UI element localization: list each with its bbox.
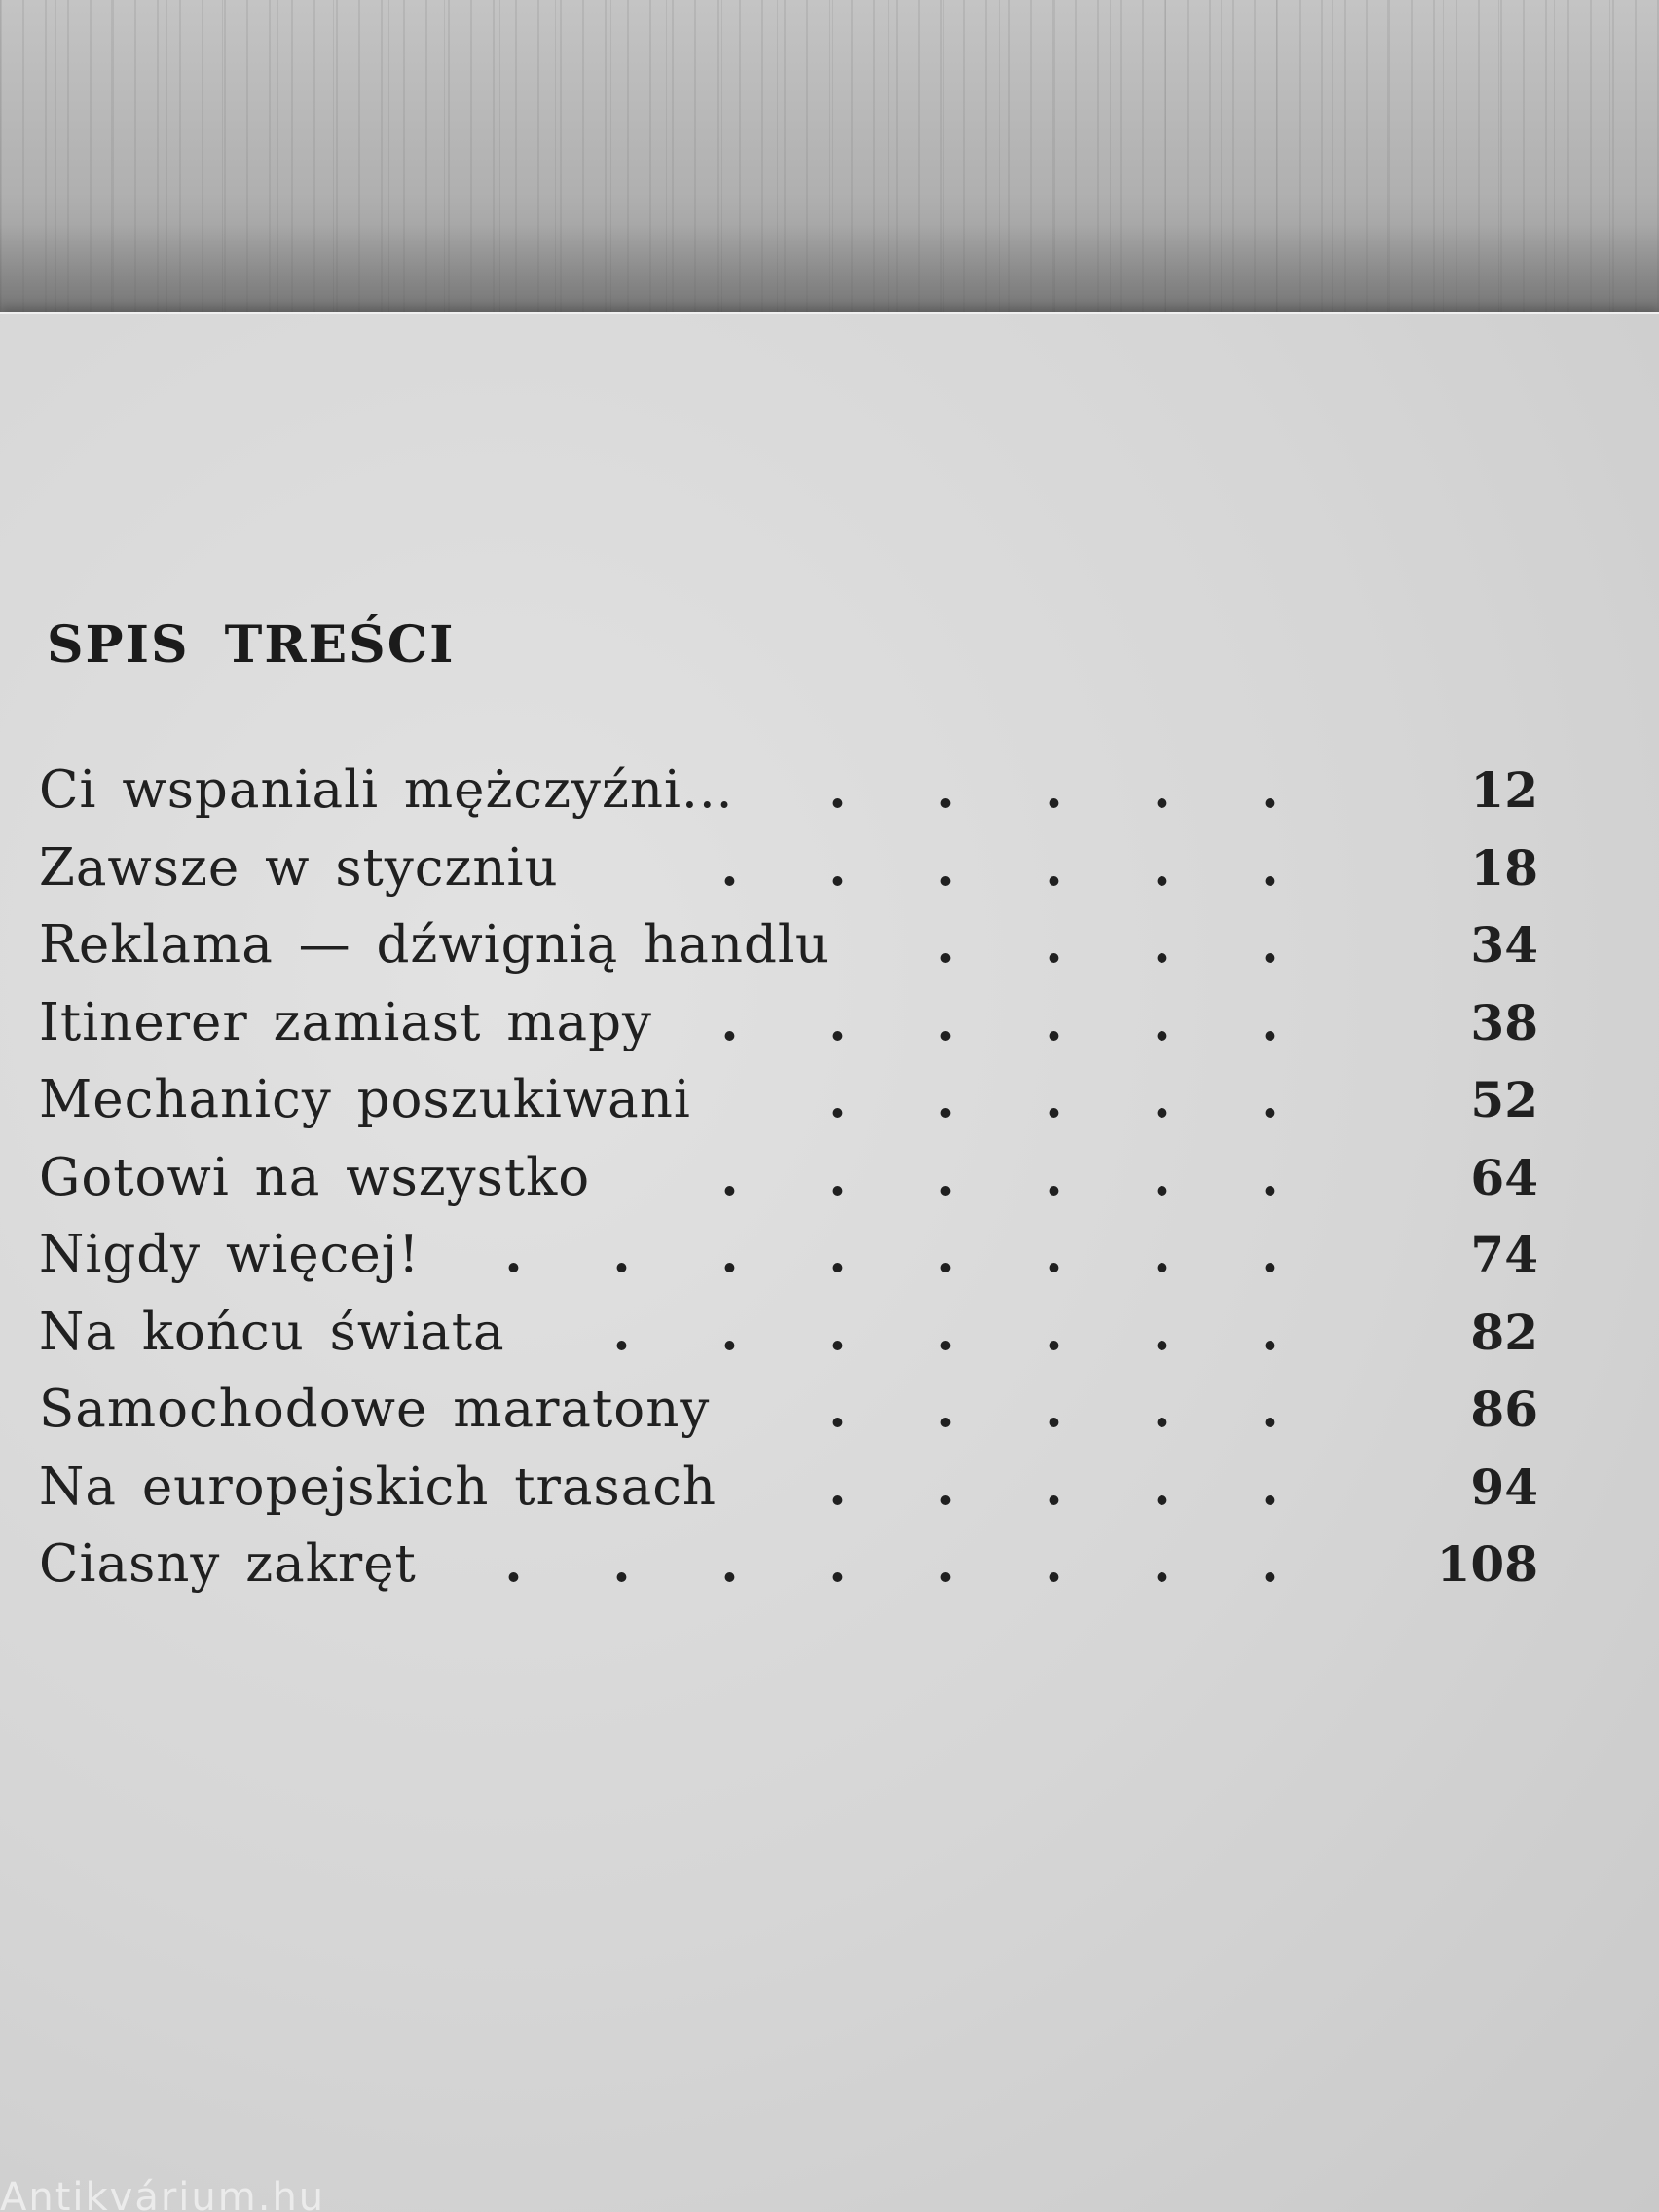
leader-dot: . (1261, 1456, 1279, 1517)
toc-entry-title: Na końcu świata (39, 1302, 505, 1362)
leader-dot: . (720, 836, 739, 898)
leader-dot: . (937, 1224, 955, 1284)
toc-entry-page-number: 74 (1470, 1226, 1538, 1283)
toc-entry-page-number: 34 (1470, 916, 1538, 974)
toc-entry (39, 1069, 1538, 1147)
toc-dot-leader (430, 1533, 1402, 1594)
leader-dot: . (720, 1533, 739, 1594)
toc-entry-title: Samochodowe maratony (39, 1380, 711, 1439)
toc-dot-leader (705, 1069, 1402, 1129)
leader-dot: . (1045, 1301, 1063, 1362)
leader-dot: . (1153, 1146, 1171, 1207)
toc-entry-title: Nigdy więcej! (39, 1225, 421, 1284)
leader-dot: . (829, 1456, 847, 1517)
leader-dot: . (720, 1146, 739, 1207)
leader-dot: . (1045, 1069, 1063, 1129)
leader-dot: . (1045, 836, 1063, 898)
leader-dot: . (1153, 1069, 1171, 1129)
leader-dot: . (937, 1533, 955, 1594)
page-edge (0, 312, 1659, 314)
leader-dot: . (1153, 1224, 1171, 1284)
toc-dot-leader (666, 992, 1402, 1052)
leader-dot: . (829, 836, 847, 898)
toc-entry-title: Itinerer zamiast mapy (39, 992, 652, 1052)
toc-entry-title: Ci wspaniali mężczyźni... (39, 760, 734, 820)
toc-entry-title: Mechanicy poszukiwani (39, 1070, 691, 1129)
leader-dot: . (937, 991, 955, 1052)
toc-entry (39, 1456, 1538, 1534)
toc-dot-leader (748, 759, 1402, 820)
leader-dot: . (1045, 1224, 1063, 1284)
leader-dot: . (1045, 1533, 1063, 1594)
leader-dot: . (1261, 914, 1279, 975)
toc-title: SPIS TREŚCI (47, 615, 456, 675)
toc-entry-title: Gotowi na wszystko (39, 1147, 591, 1207)
leader-dot: . (1153, 836, 1171, 898)
leader-dot: . (612, 1533, 631, 1594)
leader-dot: . (937, 1301, 955, 1362)
toc-dot-leader (730, 1456, 1402, 1517)
leader-dot: . (829, 1301, 847, 1362)
leader-dot: . (1153, 759, 1171, 820)
page-shadow (0, 224, 1659, 321)
leader-dot: . (1153, 1301, 1171, 1362)
leader-dot: . (1045, 1456, 1063, 1517)
leader-dot: . (829, 1224, 847, 1284)
leader-dot: . (937, 1379, 955, 1439)
toc-entry-title: Na europejskich trasach (39, 1456, 718, 1517)
leader-dot: . (1153, 1533, 1171, 1594)
toc-entry-page-number: 52 (1470, 1071, 1538, 1128)
toc-entry-page-number: 18 (1470, 838, 1538, 897)
toc-entry-page-number: 38 (1470, 993, 1538, 1051)
toc-entry (39, 1302, 1538, 1380)
leader-dot: . (1153, 914, 1171, 975)
toc-dot-leader (519, 1302, 1402, 1362)
toc-entry (39, 1224, 1538, 1302)
leader-dot: . (829, 1146, 847, 1207)
leader-dot: . (612, 1301, 631, 1362)
leader-dot: . (1045, 1379, 1063, 1439)
toc-dot-leader (572, 837, 1402, 898)
toc-entry-page-number: 12 (1470, 761, 1538, 819)
leader-dot: . (1261, 1301, 1279, 1362)
leader-dot: . (1045, 759, 1063, 820)
leader-dot: . (1153, 1379, 1171, 1439)
toc-entry-title: Zawsze w styczniu (39, 837, 559, 898)
toc-dot-leader (723, 1379, 1402, 1439)
leader-dot: . (1261, 759, 1279, 820)
leader-dot: . (937, 914, 955, 975)
leader-dot: . (1153, 991, 1171, 1052)
leader-dot: . (829, 991, 847, 1052)
leader-dot: . (1261, 836, 1279, 898)
leader-dot: . (829, 1069, 847, 1129)
leader-dot: . (937, 836, 955, 898)
toc-entry (39, 1379, 1538, 1456)
leader-dot: . (937, 759, 955, 820)
toc-list (39, 759, 1538, 1611)
toc-entry (39, 914, 1538, 992)
toc-entry-page-number: 108 (1436, 1535, 1538, 1593)
leader-dot: . (504, 1533, 523, 1594)
leader-dot: . (1045, 1146, 1063, 1207)
leader-dot: . (1261, 1069, 1279, 1129)
leader-dot: . (1045, 914, 1063, 975)
toc-entry (39, 837, 1538, 915)
toc-dot-leader (604, 1147, 1402, 1207)
leader-dot: . (829, 759, 847, 820)
leader-dot: . (1261, 1379, 1279, 1439)
leader-dot: . (1261, 991, 1279, 1052)
toc-entry-title: Ciasny zakręt (39, 1534, 417, 1594)
leader-dot: . (937, 1456, 955, 1517)
toc-entry-page-number: 86 (1470, 1381, 1538, 1438)
toc-dot-leader (433, 1224, 1402, 1284)
toc-dot-leader (843, 914, 1402, 975)
watermark: Antikvárium.hu (0, 2175, 326, 2212)
leader-dot: . (1153, 1456, 1171, 1517)
leader-dot: . (1261, 1224, 1279, 1284)
leader-dot: . (1261, 1146, 1279, 1207)
toc-entry (39, 1147, 1538, 1225)
leader-dot: . (1261, 1533, 1279, 1594)
leader-dot: . (612, 1224, 631, 1284)
toc-entry (39, 1533, 1538, 1611)
leader-dot: . (720, 991, 739, 1052)
leader-dot: . (1045, 991, 1063, 1052)
toc-entry (39, 759, 1538, 837)
toc-entry-page-number: 94 (1470, 1457, 1538, 1516)
leader-dot: . (829, 1379, 847, 1439)
toc-entry-title: Reklama — dźwignią handlu (39, 915, 830, 975)
leader-dot: . (937, 1069, 955, 1129)
leader-dot: . (720, 1301, 739, 1362)
toc-entry-page-number: 82 (1470, 1303, 1538, 1361)
book-page (0, 312, 1659, 2212)
toc-entry-page-number: 64 (1470, 1148, 1538, 1206)
leader-dot: . (937, 1146, 955, 1207)
toc-entry (39, 992, 1538, 1070)
leader-dot: . (504, 1224, 523, 1284)
leader-dot: . (829, 1533, 847, 1594)
leader-dot: . (720, 1224, 739, 1284)
